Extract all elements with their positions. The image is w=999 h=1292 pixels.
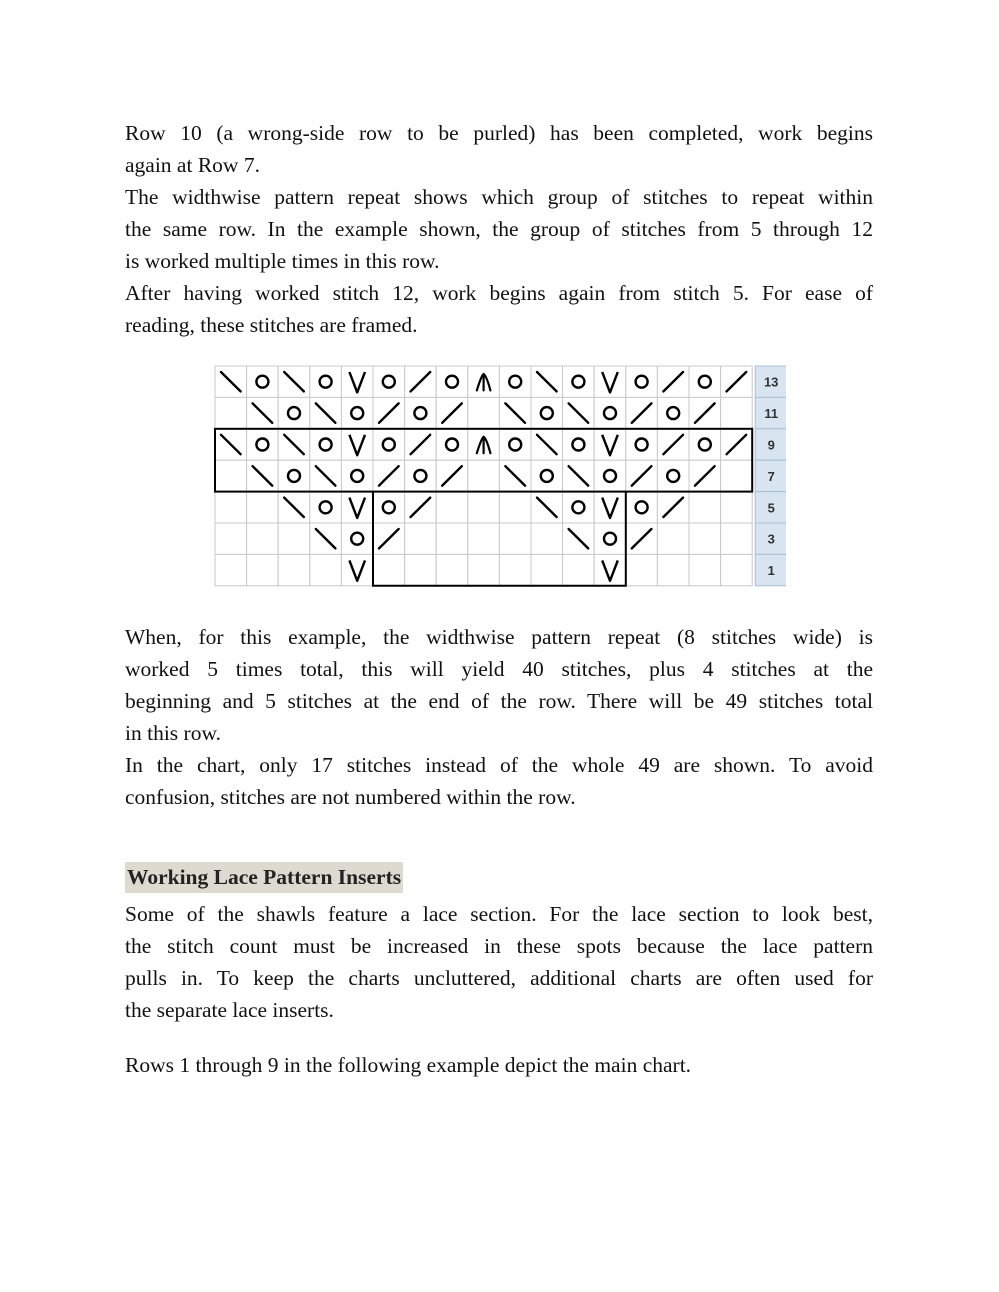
text-line: Row 10 (a wrong-side row to be purled) has been completed, work begins (125, 121, 873, 145)
chart-cell (373, 366, 405, 397)
repeat-explanation-paragraph (125, 621, 873, 813)
chart-cell (436, 523, 468, 554)
row-number-label: 1 (767, 563, 775, 579)
chart-cell (531, 523, 563, 554)
chart-cell (563, 492, 595, 523)
chart-cell (689, 429, 721, 460)
chart-cell (531, 397, 563, 428)
chart-cell (499, 554, 531, 585)
chart-cell (721, 554, 753, 585)
chart-cell (436, 492, 468, 523)
chart-cell (405, 460, 437, 491)
chart-cell (468, 523, 500, 554)
text-line: When, for this example, the widthwise pattern repeat (8 stitches wide) is (125, 625, 873, 649)
chart-cell (436, 554, 468, 585)
text-line: Some of the shawls feature a lace section. For the lace section to look best, (125, 902, 873, 926)
chart-cell (499, 429, 531, 460)
text-line: Rows 1 through 9 in the following example depict the main chart. (125, 1053, 692, 1077)
chart-cell (215, 554, 247, 585)
chart-cell (721, 460, 753, 491)
row-number-label: 13 (763, 374, 779, 390)
chart-cell (563, 366, 595, 397)
intro-paragraph (125, 117, 873, 341)
chart-cell (689, 554, 721, 585)
chart-cell (721, 492, 753, 523)
row-number-label: 7 (767, 468, 775, 484)
chart-cell (657, 523, 689, 554)
chart-cell (405, 523, 437, 554)
example-intro-paragraph (125, 1049, 873, 1081)
row-number-label: 11 (764, 406, 779, 422)
chart-cell (215, 492, 247, 523)
chart-cell (657, 460, 689, 491)
chart-cell (468, 492, 500, 523)
chart-cell (215, 460, 247, 491)
chart-cell (468, 554, 500, 585)
text-line: confusion, stitches are not numbered within the row. (125, 785, 576, 809)
chart-cell (436, 366, 468, 397)
chart-cell (499, 366, 531, 397)
text-line: again at Row 7. (125, 153, 260, 177)
chart-cell (247, 366, 279, 397)
chart-cell (247, 554, 279, 585)
chart-cell (594, 397, 626, 428)
text-line: the stitch count must be increased in these spots because the lace pattern (125, 934, 873, 958)
text-line: In the chart, only 17 stitches instead of the whole 49 are shown. To avoid (125, 753, 873, 777)
chart-cell (341, 397, 373, 428)
chart-cell (626, 554, 658, 585)
chart-cell (563, 429, 595, 460)
text-line: is worked multiple times in this row. (125, 249, 440, 273)
text-line: worked 5 times total, this will yield 40 stitches, plus 4 stitches at the (125, 657, 873, 681)
chart-cell (657, 554, 689, 585)
row-number-label: 5 (767, 500, 775, 516)
chart-cell (626, 429, 658, 460)
lace-paragraph (125, 898, 873, 1026)
text-line: The widthwise pattern repeat shows which group of stitches to repeat within (125, 185, 873, 209)
text-line: reading, these stitches are framed. (125, 313, 418, 337)
chart-cell (310, 554, 342, 585)
chart-cell (499, 492, 531, 523)
knitting-chart (214, 365, 786, 589)
chart-cell (247, 492, 279, 523)
chart-cell (594, 523, 626, 554)
chart-cell (341, 460, 373, 491)
chart-cell (563, 554, 595, 585)
chart-cell (626, 366, 658, 397)
row-number-label: 3 (767, 531, 775, 547)
text-line: in this row. (125, 721, 221, 745)
chart-cell (531, 554, 563, 585)
chart-cell (373, 429, 405, 460)
chart-cell (499, 523, 531, 554)
text-line: pulls in. To keep the charts uncluttered, additional charts are often used for (125, 966, 873, 990)
chart-cell (721, 523, 753, 554)
chart-cell (531, 460, 563, 491)
chart-cell (468, 397, 500, 428)
chart-cell (721, 397, 753, 428)
text-line: After having worked stitch 12, work begins again from stitch 5. For ease of (125, 281, 873, 305)
chart-cell (215, 397, 247, 428)
chart-cell (278, 554, 310, 585)
chart-cell (689, 523, 721, 554)
chart-cell (405, 397, 437, 428)
text-line: the separate lace inserts. (125, 998, 334, 1022)
chart-cell (341, 523, 373, 554)
chart-cell (247, 523, 279, 554)
chart-cell (310, 492, 342, 523)
chart-cell (278, 397, 310, 428)
chart-cell (626, 492, 658, 523)
text-line: the same row. In the example shown, the group of stitches from 5 through 12 (125, 217, 873, 241)
chart-cell (373, 554, 405, 585)
chart-cell (373, 492, 405, 523)
chart-cell (247, 429, 279, 460)
chart-cell (436, 429, 468, 460)
chart-cell (468, 460, 500, 491)
chart-cell (215, 523, 247, 554)
chart-cell (278, 523, 310, 554)
chart-cell (689, 366, 721, 397)
chart-cell (657, 397, 689, 428)
section-heading: Working Lace Pattern Inserts (125, 862, 403, 893)
text-line: beginning and 5 stitches at the end of the row. There will be 49 stitches total (125, 689, 873, 713)
chart-cell (310, 429, 342, 460)
chart-cell (594, 460, 626, 491)
chart-cell (310, 366, 342, 397)
chart-cell (689, 492, 721, 523)
chart-cell (278, 460, 310, 491)
row-number-label: 9 (767, 437, 775, 453)
chart-cell (405, 554, 437, 585)
